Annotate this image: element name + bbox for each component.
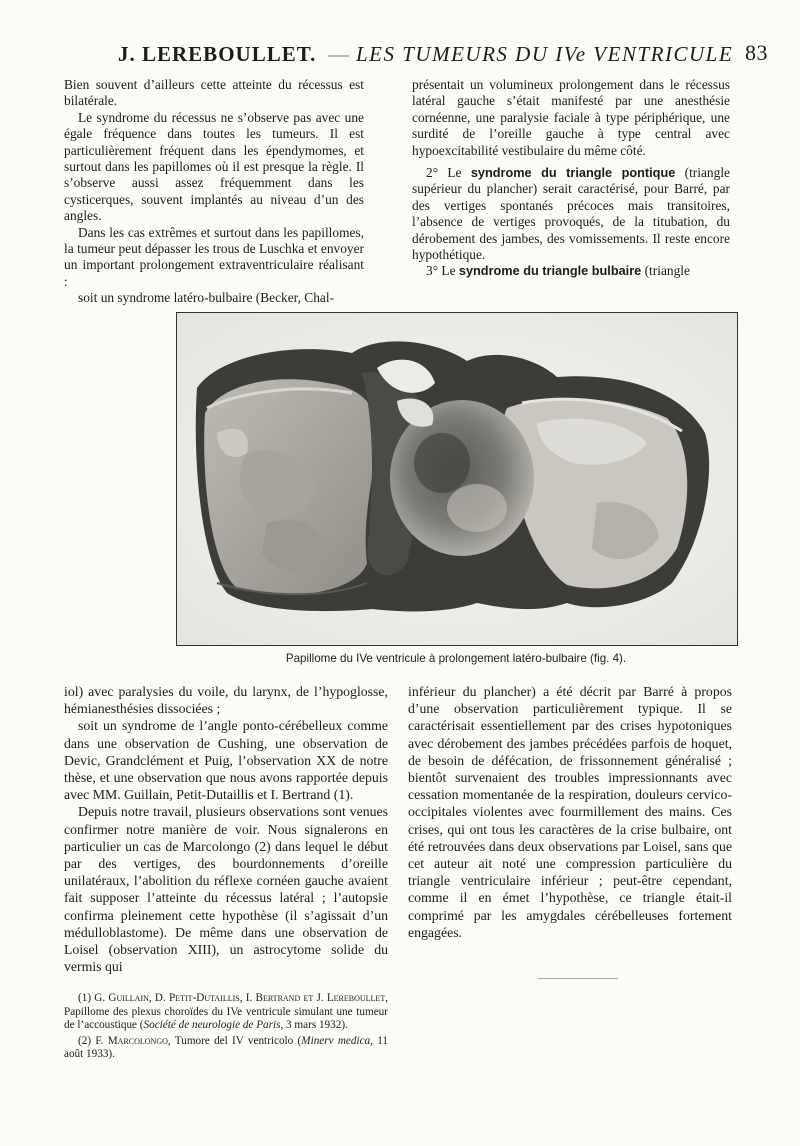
paragraph: iol) avec paralysies du voile, du larynx, de l’hypoglosse, hémianesthésies dissociées ; <box>64 684 388 717</box>
footnote-number: (1) <box>78 992 92 1004</box>
footnote-text: Papillome des plexus choroïdes du IVe ventricule simulant une tumeur de l’accoustique ( <box>64 1005 388 1032</box>
figure-photograph <box>176 312 738 646</box>
running-header <box>40 40 768 70</box>
bold-term: syndrome du triangle bulbaire <box>458 263 642 279</box>
header-separator: — <box>328 42 350 66</box>
footnote <box>64 1035 388 1062</box>
paragraph <box>412 263 730 279</box>
footnote-end: , 11 août 1933). <box>64 1034 388 1061</box>
footnote-end: , 3 mars 1932). <box>280 1019 348 1032</box>
paragraph-lead: 2° Le <box>426 165 462 181</box>
paragraph-lead: 3° Le <box>426 263 456 279</box>
footnote-authors: G. Guillain, D. Petit-Dutaillis, I. Bertrand et J. Lereboullet, <box>94 992 389 1004</box>
footnote-authors: F. Marcolongo, <box>95 1034 171 1047</box>
paragraph-text: (triangle supérieur du plancher) serait caractérisé, pour Barré, par des vertiges spontanés précoces mais transitoires, l’absence de vertiges provoqués, de la titubation, du dérobement des jambes, des vomissements. Il reste encore hypothétique. <box>412 165 730 263</box>
paragraph: soit un syndrome latéro-bulbaire (Becker, Chal- <box>78 290 335 306</box>
footnote <box>64 992 388 1033</box>
header-title: LES TUMEURS DU IVe VENTRICULE <box>356 42 734 66</box>
footnote-text: Tumore del IV ventricolo ( <box>174 1034 302 1047</box>
brain-specimen-image <box>177 313 737 645</box>
header-author: J. LEREBOULLET. <box>118 42 317 66</box>
paragraph: soit un syndrome de l’angle ponto-cérébelleux comme dans une observation de Cushing, une observation de Devic, Grandclément et Puig, l’observation XX de notre thèse, et une observation que nous avons rapportée depuis avec MM. Guillain, Petit-Dutaillis et I. Bertrand (1). <box>64 718 388 803</box>
figure-caption: Papillome du IVe ventricule à prolongement latéro-bulbaire (fig. 4). <box>285 652 627 665</box>
page-number: 83 <box>745 40 768 65</box>
paragraph: Bien souvent d’ailleurs cette atteinte du récessus est bilatérale. <box>64 77 364 109</box>
footnote-journal: Minerv medica <box>301 1034 371 1047</box>
paragraph <box>412 165 730 263</box>
top-left-column <box>64 77 364 307</box>
paragraph: Dans les cas extrêmes et surtout dans les papillomes, la tumeur peut dépasser les trous de Luschka et envoyer un important prolongement extraventriculaire réalisant : <box>64 224 364 289</box>
paragraph: Depuis notre travail, plusieurs observations sont venues confirmer notre manière de voir. Nous signalerons en particulier un cas de Marcolongo (2) dans lequel le début par des vertiges, des bourdonnements d’oreille unilatéraux, l’abolition du réflexe cornéen gauche avaient fait supposer l’atteinte du récessus latéral ; l’autopsie confirma pleinement cette hypothèse (il s’agissait d’un médulloblastome). De même dans une observation de Loisel (observation XIII), un astrocytome solide du vermis qui <box>64 804 388 975</box>
footnote-journal: Société de neurologie de Paris <box>143 1019 281 1032</box>
divider <box>538 978 618 979</box>
footnotes <box>64 992 388 1064</box>
bottom-left-column <box>64 683 388 975</box>
top-right-column <box>412 77 730 280</box>
footnote-number: (2) <box>78 1034 92 1047</box>
bold-term: syndrome du triangle pontique <box>470 165 676 181</box>
paragraph-text: (triangle <box>644 263 690 279</box>
paragraph: Le syndrome du récessus ne s’observe pas avec une égale fréquence dans toutes les tumeurs. Il est particulièrement fréquent dans les épendymomes, et surtout dans les papillomes où il est presque la règle. Il s’observe aussi assez fréquemment dans les cysticerques, souvent implantés au niveau d’un des angles. <box>64 109 364 224</box>
paragraph: présentait un volumineux prolongement dans le récessus latéral gauche s’était manifesté par une anesthésie cornéenne, une paralysie faciale à type périphérique, une surdité de l’oreille gauche à type central avec hypoexcitabilité vestibulaire du même côté. <box>412 77 730 158</box>
bottom-right-column <box>408 683 732 941</box>
paragraph: inférieur du plancher) a été décrit par Barré à propos d’une observation particulièrement typique. Il se caractérisait essentiellement par des crises hypotoniques avec dérobement des jambes précédées parfois de hoquet, de besoin de défécation, de frissonnement généralisé ; bientôt survenaient des troubles impressionnants avec cessation momentanée de la respiration, douleurs cervico-occipitales violentes avec fourmillement des mains. Ces crises, qui ont tous les caractères de la crise bulbaire, ont été retrouvées dans deux observations par Loisel, sans que cet auteur ait noté une compression particulière du triangle ventriculaire inférieur ; peut-être cependant, comme il en émet l’hypothèse, ce triangle était-il comprimé par les amygdales cérébelleuses fortement engagées. <box>408 684 732 940</box>
